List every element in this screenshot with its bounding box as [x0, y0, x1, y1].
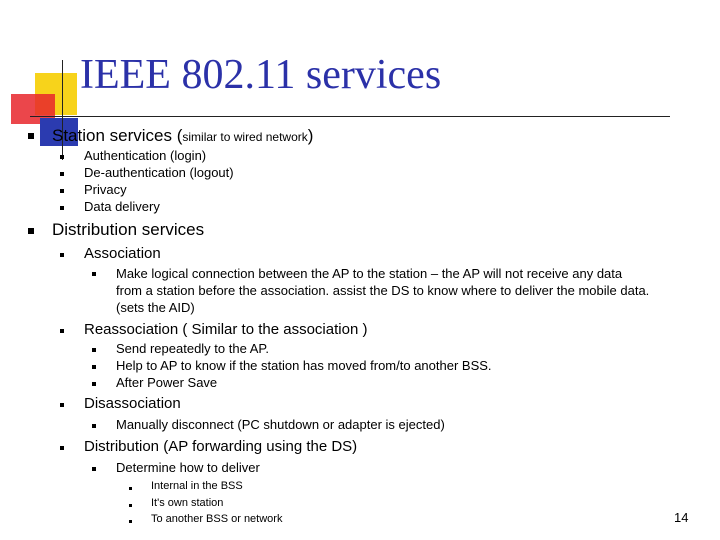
slide-title: IEEE 802.11 services	[80, 52, 442, 98]
deliver-item: To another BSS or network	[151, 513, 283, 525]
bullet	[60, 189, 64, 193]
distribution-ap-heading: Distribution (AP forwarding using the DS)	[84, 438, 358, 455]
reassociation-item: After Power Save	[116, 375, 218, 390]
bullet	[60, 446, 64, 450]
deliver-item: It's own station	[151, 497, 224, 509]
bullet	[129, 487, 132, 490]
station-item: Authentication (login)	[84, 148, 207, 163]
distribution-services-heading: Distribution services	[52, 220, 205, 239]
station-item: Data delivery	[84, 199, 160, 214]
bullet	[92, 467, 96, 471]
bullet	[60, 403, 64, 407]
deliver-heading: Determine how to deliver	[116, 460, 260, 475]
station-services-heading: Station services (similar to wired network)	[52, 126, 314, 145]
page-number: 14	[674, 510, 689, 525]
station-item: Privacy	[84, 182, 127, 197]
bullet	[92, 348, 96, 352]
reassociation-item: Send repeatedly to the AP.	[116, 341, 269, 356]
bullet	[92, 424, 96, 428]
deliver-item: Internal in the BSS	[151, 480, 243, 492]
bullet	[28, 228, 34, 234]
bullet	[92, 365, 96, 369]
bullet	[92, 382, 96, 386]
association-heading: Association	[84, 245, 161, 262]
disassociation-item: Manually disconnect (PC shutdown or adapter is ejected)	[116, 417, 445, 432]
title-underline	[30, 116, 670, 117]
bullet	[28, 133, 34, 139]
bullet	[92, 272, 96, 276]
reassociation-item: Help to AP to know if the station has moved from/to another BSS.	[116, 358, 492, 373]
association-detail: Make logical connection between the AP to the station – the AP will not receive any data from a station before the association. assist the DS to know where to deliver the mobile data. (sets the AID)	[116, 266, 650, 315]
reassociation-heading: Reassociation ( Similar to the association )	[84, 321, 368, 338]
station-item: De-authentication (logout)	[84, 165, 234, 180]
disassociation-heading: Disassociation	[84, 395, 181, 412]
bullet	[129, 520, 132, 523]
bullet	[60, 172, 64, 176]
bullet	[60, 155, 64, 159]
bullet	[129, 504, 132, 507]
bullet	[60, 329, 64, 333]
bullet	[60, 206, 64, 210]
bullet	[60, 253, 64, 257]
